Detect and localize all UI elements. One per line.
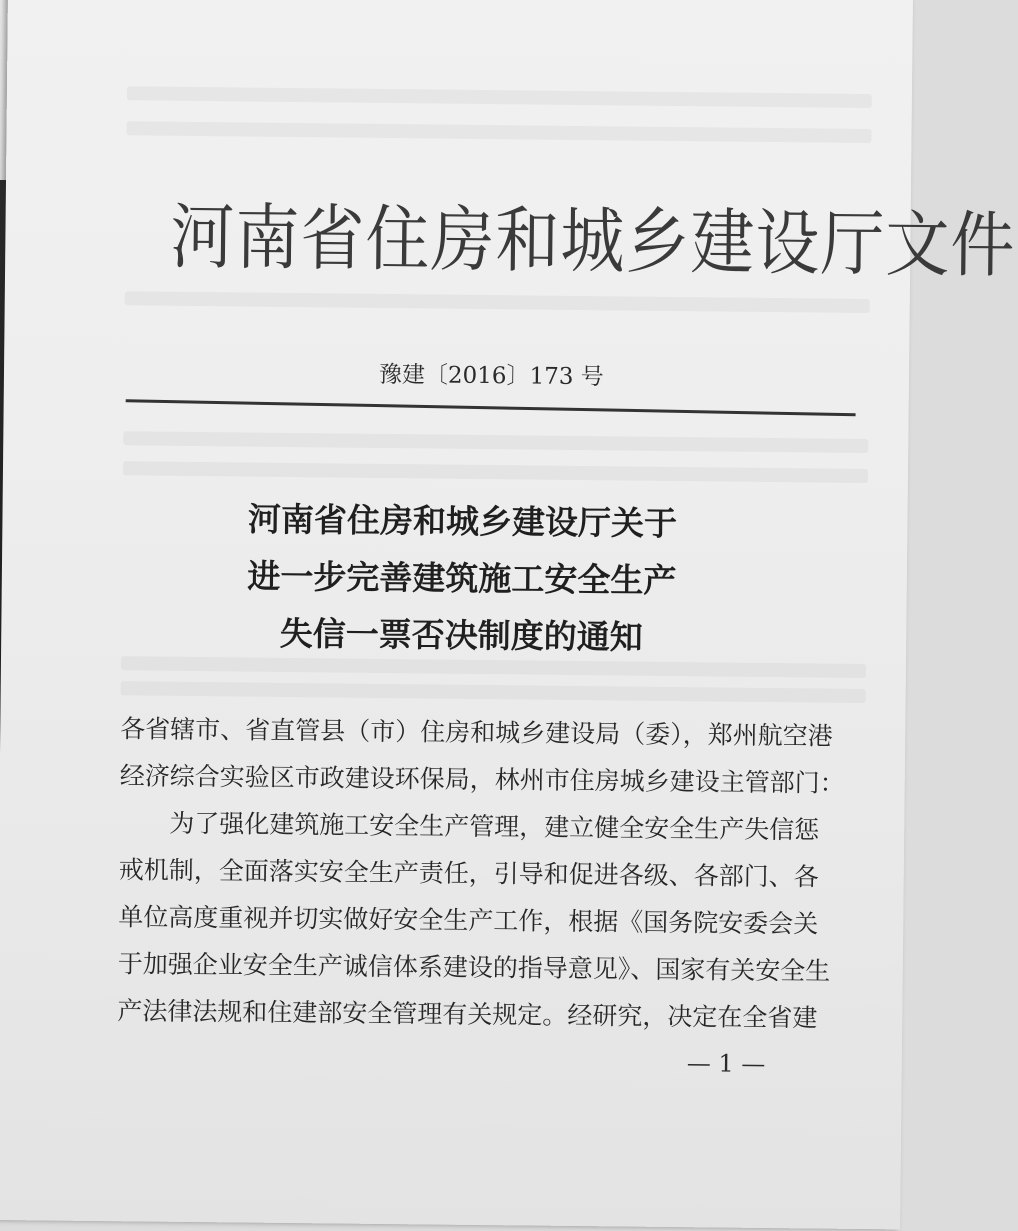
notice-title-line: 河南省住房和城乡建设厅关于 [247, 499, 678, 544]
notice-title-line: 进一步完善建筑施工安全生产 [247, 556, 677, 601]
bleed-through-line [123, 461, 868, 483]
body-line: 为了强化建筑施工安全生产管理，建立健全安全生产失信惩 [119, 808, 820, 845]
body-line: 各省辖市、省直管县（市）住房和城乡建设局（委），郑州航空港 [120, 714, 833, 751]
body-line: 产法律法规和住建部安全管理有关规定。经研究，决定在全省建 [117, 996, 818, 1033]
document-number: 豫建〔2016〕173 号 [378, 361, 604, 391]
bleed-through-line [127, 86, 872, 108]
bleed-through-line [126, 121, 871, 143]
notice-title [161, 490, 763, 667]
header-divider-line [126, 399, 856, 416]
bleed-through-line [125, 291, 870, 313]
page-number: — 1 — [686, 1049, 766, 1078]
notice-title-line: 失信一票否决制度的通知 [279, 613, 643, 657]
body-line: 于加强企业安全生产诚信体系建设的指导意见》、国家有关安全生 [117, 949, 831, 986]
issuer-header-title: 河南省住房和城乡建设厅文件 [169, 196, 1016, 289]
bleed-through-line [121, 681, 866, 703]
bleed-through-line [123, 431, 868, 453]
body-line: 戒机制，全面落实安全生产责任，引导和促进各级、各部门、各 [118, 855, 819, 892]
body-line: 单位高度重视并切实做好安全生产工作，根据《国务院安委会关 [118, 902, 819, 939]
body-line: 经济综合实验区市政建设环保局，林州市住房城乡建设主管部门： [119, 761, 845, 798]
body-text [117, 705, 845, 1041]
